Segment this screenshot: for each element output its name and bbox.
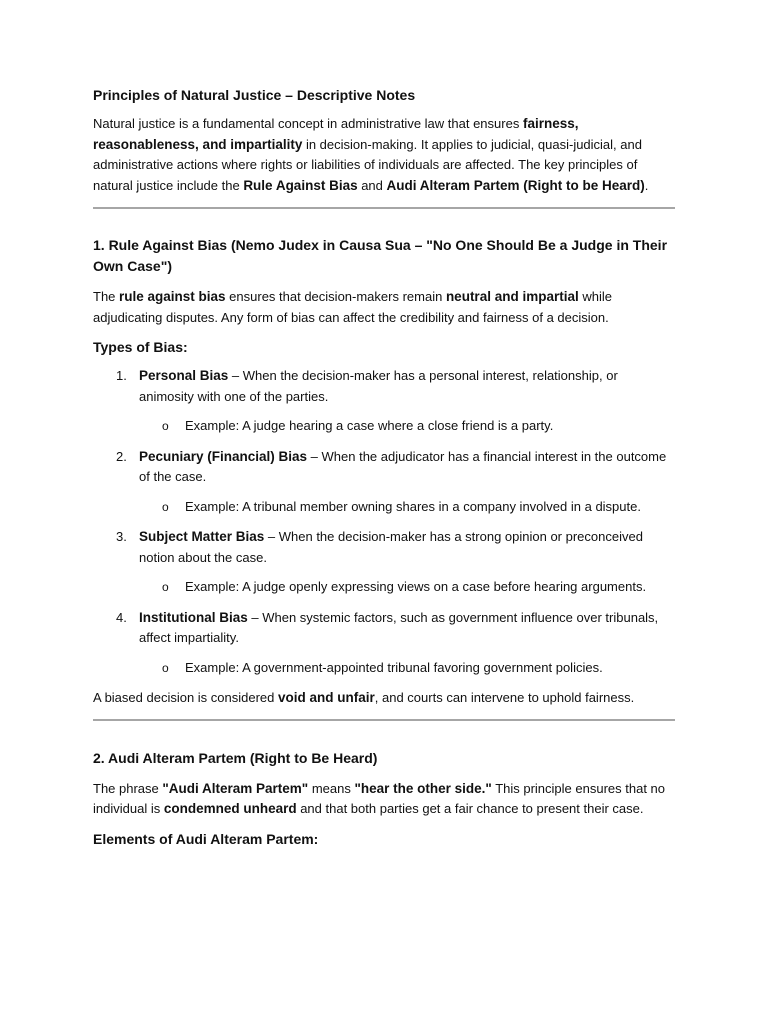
section1-heading: 1. Rule Against Bias (Nemo Judex in Causa Sua – "No One Should Be a Judge in Their Own Case")	[93, 237, 668, 274]
bias-term: Subject Matter Bias	[139, 529, 265, 544]
example-list	[139, 577, 675, 598]
elements-heading: Elements of Audi Alteram Partem:	[93, 830, 319, 847]
bias-description: – When the decision-maker has a strong opinion or preconceived notion about the case.	[139, 529, 643, 565]
bias-types-list	[93, 366, 675, 678]
item-number: 3.	[116, 529, 127, 544]
section1-paragraph	[93, 287, 675, 328]
example-item	[139, 577, 675, 598]
conclusion-bold-void: void and unfair	[278, 690, 375, 705]
item-number: 1.	[116, 368, 127, 383]
example-item	[139, 416, 675, 437]
intro-bold-fairness: fairness, reasonableness, and impartiality	[93, 116, 579, 152]
section2-paragraph	[93, 779, 675, 820]
bullet-icon: o	[162, 580, 169, 594]
intro-bold-rule-against-bias: Rule Against Bias	[243, 177, 358, 193]
bias-type-item	[93, 366, 675, 437]
bias-type-item	[93, 608, 675, 679]
example-list	[139, 497, 675, 518]
document-body	[93, 84, 675, 850]
item-number: 4.	[116, 609, 127, 625]
intro-bold-audi-alteram: Audi Alteram Partem (Right to be Heard)	[386, 177, 645, 193]
bias-description: – When the decision-maker has a personal interest, relationship, or animosity with one of the parties.	[139, 368, 618, 404]
intro-text-2: in decision-making. It applies to judicial, quasi-judicial, and administrative actions where rights or liabilities of individuals are affected. The key principles of natural justice include the	[93, 136, 642, 193]
example-text: Example: A government-appointed tribunal favoring government policies.	[185, 659, 603, 675]
section-divider-2	[93, 719, 675, 721]
example-list	[139, 416, 675, 437]
bias-type-item	[93, 527, 675, 598]
bias-term: Pecuniary (Financial) Bias	[139, 448, 308, 464]
section-divider-1	[93, 207, 675, 209]
example-text: Example: A judge openly expressing views on a case before hearing arguments.	[185, 579, 647, 594]
intro-text-3: and	[357, 177, 387, 193]
bias-description: – When the adjudicator has a financial interest in the outcome of the case.	[139, 448, 667, 484]
s1-bold-neutral: neutral and impartial	[445, 289, 579, 304]
bias-term: Personal Bias	[139, 368, 229, 383]
conclusion-text-1: A biased decision is considered	[93, 690, 279, 705]
example-list	[139, 658, 675, 679]
bias-type-item	[93, 447, 675, 518]
example-text: Example: A judge hearing a case where a close friend is a party.	[185, 418, 554, 433]
intro-text-1: Natural justice is a fundamental concept in administrative law that ensures	[93, 116, 523, 131]
example-text: Example: A tribunal member owning shares in a company involved in a dispute.	[185, 498, 641, 514]
intro-paragraph	[93, 114, 675, 196]
intro-text-4: .	[644, 177, 649, 193]
bullet-icon: o	[162, 660, 169, 675]
bias-term: Institutional Bias	[139, 609, 248, 625]
bullet-icon: o	[162, 419, 169, 433]
example-item	[139, 658, 675, 679]
s1-text-2: ensures that decision-makers remain	[225, 289, 446, 304]
s2-bold-phrase: "Audi Alteram Partem"	[162, 780, 309, 796]
s2-text-4: and that both parties get a fair chance to present their case.	[296, 801, 644, 816]
s2-bold-condemned: condemned unheard	[163, 801, 297, 816]
s1-text-3: while adjudicating disputes. Any form of bias can affect the credibility and fairness of a decision.	[93, 289, 612, 325]
types-of-bias-heading: Types of Bias:	[93, 339, 188, 355]
s1-text-1: The	[93, 289, 120, 304]
example-item	[139, 497, 675, 518]
s2-text-3: This principle ensures that no individual is	[93, 780, 666, 816]
s1-bold-rule: rule against bias	[119, 289, 226, 304]
section2-heading: 2. Audi Alteram Partem (Right to Be Heard)	[93, 749, 378, 766]
s2-bold-hear: "hear the other side."	[354, 780, 492, 796]
conclusion-text-2: , and courts can intervene to uphold fairness.	[374, 690, 635, 705]
item-number: 2.	[116, 448, 127, 464]
s2-text-2: means	[308, 780, 355, 796]
bias-description: – When systemic factors, such as government influence over tribunals, affect impartiality.	[139, 609, 659, 645]
bullet-icon: o	[162, 499, 169, 514]
s2-text-1: The phrase	[93, 780, 163, 796]
document-title: Principles of Natural Justice – Descriptive Notes	[93, 87, 416, 103]
bias-conclusion-paragraph	[93, 688, 675, 709]
